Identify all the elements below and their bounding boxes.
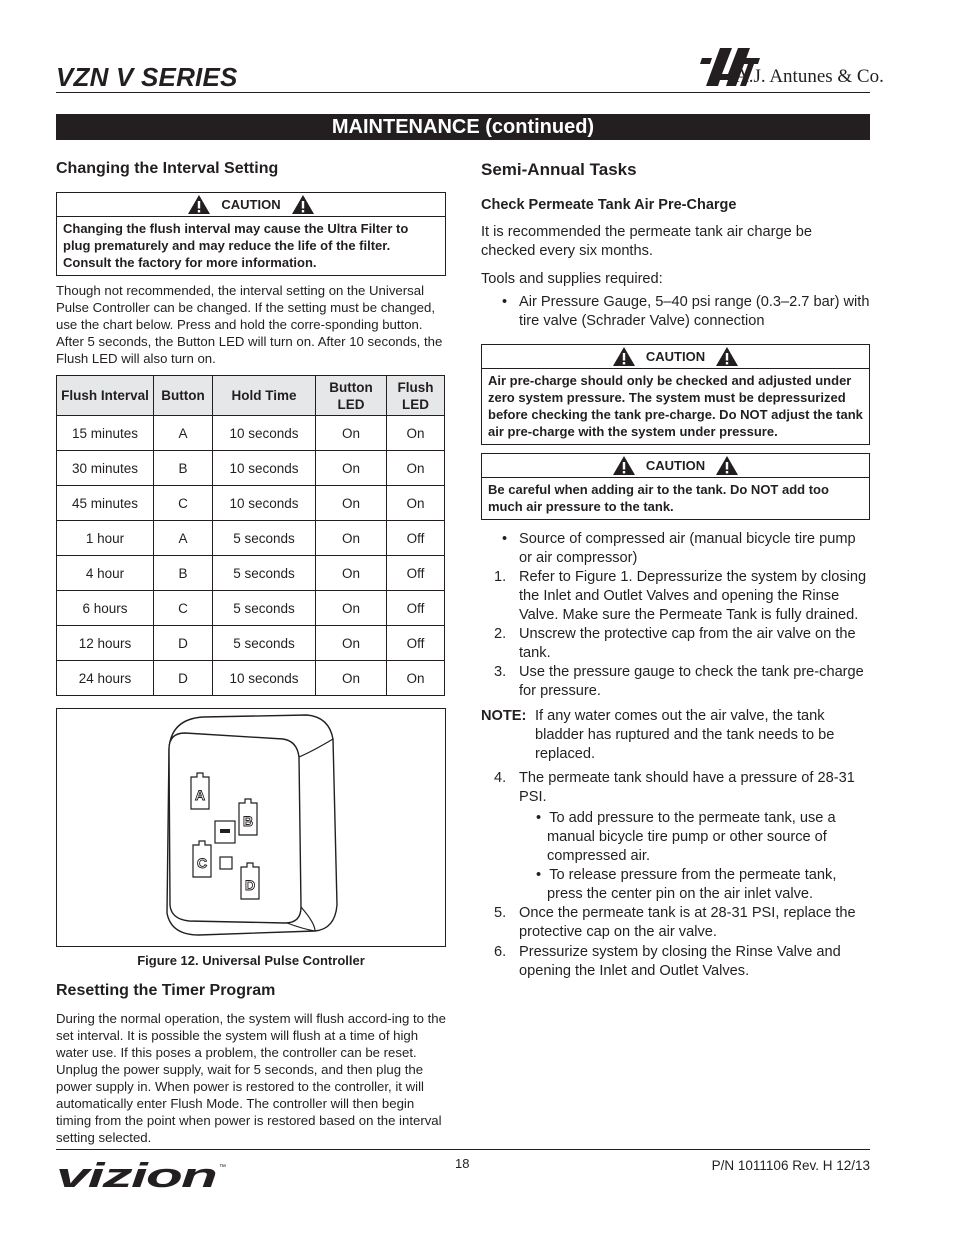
tools-required-label: Tools and supplies required: [481,271,663,287]
table-row [57,591,445,626]
step-text: Once the permeate tank is at 28-31 PSI, replace the protective cap on the air valve. [519,905,856,940]
cell: 5 seconds [213,521,316,556]
sub-item-text: To add pressure to the permeate tank, use a manual bicycle tire pump or other source of compressed air. [547,810,836,864]
cell: 5 seconds [213,591,316,626]
caution-text: Be careful when adding air to the tank. Do NOT add too much air pressure to the tank. [488,482,829,514]
cell: 10 seconds [213,486,316,521]
button-d-glyph: D [244,877,256,893]
cell: On [316,556,387,591]
step-item [481,943,870,981]
table-row [57,626,445,661]
step-item [481,769,870,904]
interval-heading: Changing the Interval Setting [56,160,279,177]
cell: On [316,451,387,486]
step-text: The permeate tank should have a pressure of 28-31 PSI. [519,770,855,805]
step-number: 6. [494,944,507,960]
caution-box-overpressure [481,453,870,520]
col-hold-time: Hold Time [213,376,316,416]
cell: 6 hours [57,591,154,626]
document-series-title: VZN V SERIES [56,62,238,92]
table-row [57,556,445,591]
cell: On [387,416,445,451]
warning-icon [187,194,211,215]
cell: 5 seconds [213,626,316,661]
warning-icon [715,455,739,476]
caution-text: Air pre-charge should only be checked and adjusted under zero system pressure. The system must be depressurized before checking the tank pre-charge. Do NOT adjust the tank air pre-charge with the system under pressure. [488,373,863,439]
cell: On [387,451,445,486]
procedure-steps-2 [481,769,870,981]
col-button-led: Button LED [316,376,387,416]
cell: Off [387,591,445,626]
cell: On [316,626,387,661]
cell: On [387,486,445,521]
cell: On [316,591,387,626]
step-text: Unscrew the protective cap from the air valve on the tank. [519,626,856,661]
note-text: If any water comes out the air valve, the tank bladder has ruptured and the tank needs to be replaced. [535,708,835,762]
list-item: • Source of compressed air (manual bicycle tire pump or air compressor) [481,530,870,568]
supplies-list [481,530,870,568]
sub-list-item: • To add pressure to the permeate tank, use a manual bicycle tire pump or other source of compressed air. [536,810,836,864]
cell: 4 hour [57,556,154,591]
procedure-steps-1 [481,568,870,701]
table-row [57,661,445,696]
brand-name: A.J. Antunes & Co. [735,66,884,87]
cell: 10 seconds [213,451,316,486]
tools-list [481,293,870,331]
step-item [481,904,870,942]
table-row [57,486,445,521]
table-row [57,451,445,486]
cell: D [154,661,213,696]
note-block [481,707,870,764]
cell: A [154,416,213,451]
recommendation-text: It is recommended the permeate tank air charge be checked every six months. [481,224,812,259]
cell: 5 seconds [213,556,316,591]
table-row [57,521,445,556]
caution-header [57,193,445,217]
warning-icon [612,346,636,367]
semi-annual-heading: Semi-Annual Tasks [481,160,637,179]
sub-list-item: • To release pressure from the permeate tank, press the center pin on the air inlet valve. [536,867,837,902]
list-item: • Air Pressure Gauge, 5–40 psi range (0.3–2.7 bar) with tire valve (Schrader Valve) connection [481,293,870,331]
button-a-glyph: A [194,787,206,803]
vizion-logo [56,1160,231,1190]
caution-text: Changing the flush interval may cause the Ultra Filter to plug prematurely and may reduce the life of the filter. Consult the factory for more information. [63,221,409,270]
pulse-controller-illustration [57,709,445,946]
logo-trademark: ™ [219,1164,226,1171]
cell: On [387,661,445,696]
step-4-sublist [519,809,870,904]
cell: C [154,486,213,521]
cell: C [154,591,213,626]
note-label: NOTE: [481,708,527,724]
reset-text: During the normal operation, the system will flush accord-ing to the set interval. It is possible the system will flush at a time of high water use. If this poses a problem, the controller can be reset. Unplug the power supply, wait for 5 seconds, and then plug the power supply in. When power is restored to the controller, it will automatically enter Flush Mode. The controller will then begin timing from the point when power is restored based on the interval setting selected. [56,1011,446,1145]
caution-box-precharge [481,344,870,445]
controller-figure [56,708,446,947]
step-number: 5. [494,905,507,921]
cell: 30 minutes [57,451,154,486]
interval-intro: Though not recommended, the interval setting on the Universal Pulse Controller can be changed. If the setting must be changed, use the chart below. Press and hold the corre-sponding button. After 5 seconds, the Button LED will turn on. After 10 seconds, the Flush LED will also turn on. [56,283,443,366]
step-number: 2. [494,626,507,642]
header-divider [56,92,870,93]
part-number: P/N 1011106 Rev. H 12/13 [711,1158,870,1173]
warning-icon [612,455,636,476]
cell: B [154,451,213,486]
caution-header [482,345,869,369]
warning-icon [291,194,315,215]
reset-heading: Resetting the Timer Program [56,982,276,999]
logo-wordmark: vizion [56,1160,217,1190]
table-header-row [57,376,445,416]
cell: On [316,661,387,696]
cell: 1 hour [57,521,154,556]
cell: On [316,521,387,556]
step-number: 3. [494,664,507,680]
caution-label: CAUTION [645,458,706,473]
cell: 10 seconds [213,416,316,451]
section-banner: MAINTENANCE (continued) [56,114,870,140]
right-column [481,160,870,981]
step-item [481,568,870,625]
figure-caption: Figure 12. Universal Pulse Controller [137,953,365,968]
step-number: 1. [494,569,507,585]
air-precharge-subheading: Check Permeate Tank Air Pre-Charge [481,197,737,213]
cell: 45 minutes [57,486,154,521]
cell: 15 minutes [57,416,154,451]
col-flush-interval: Flush Interval [57,376,154,416]
col-flush-led: Flush LED [387,376,445,416]
caution-label: CAUTION [221,197,281,212]
step-text: Use the pressure gauge to check the tank pre-charge for pressure. [519,664,864,699]
sub-item-text: To release pressure from the permeate tank, press the center pin on the air inlet valve. [547,867,837,902]
step-item [481,625,870,663]
cell: 10 seconds [213,661,316,696]
step-text: Refer to Figure 1. Depressurize the system by closing the Inlet and Outlet Valves and opening the Rinse Valve. Make sure the Permeate Tank is fully drained. [519,569,867,623]
cell: D [154,626,213,661]
caution-box-filter [56,192,446,276]
footer-divider [56,1149,870,1150]
caution-label: CAUTION [645,349,706,364]
step-item [481,663,870,701]
flush-interval-table [56,375,445,696]
cell: Off [387,626,445,661]
cell: Off [387,521,445,556]
cell: On [316,416,387,451]
step-number: 4. [494,770,507,786]
cell: Off [387,556,445,591]
left-column [56,160,446,1146]
button-c-glyph: C [196,855,208,871]
cell: B [154,556,213,591]
cell: 12 hours [57,626,154,661]
cell: A [154,521,213,556]
page-number: 18 [455,1156,470,1171]
col-button: Button [154,376,213,416]
warning-icon [715,346,739,367]
step-text: Pressurize system by closing the Rinse Valve and opening the Inlet and Outlet Valves. [519,944,841,979]
cell: On [316,486,387,521]
button-b-glyph: B [242,813,254,829]
table-row [57,416,445,451]
cell: 24 hours [57,661,154,696]
caution-header [482,454,869,478]
